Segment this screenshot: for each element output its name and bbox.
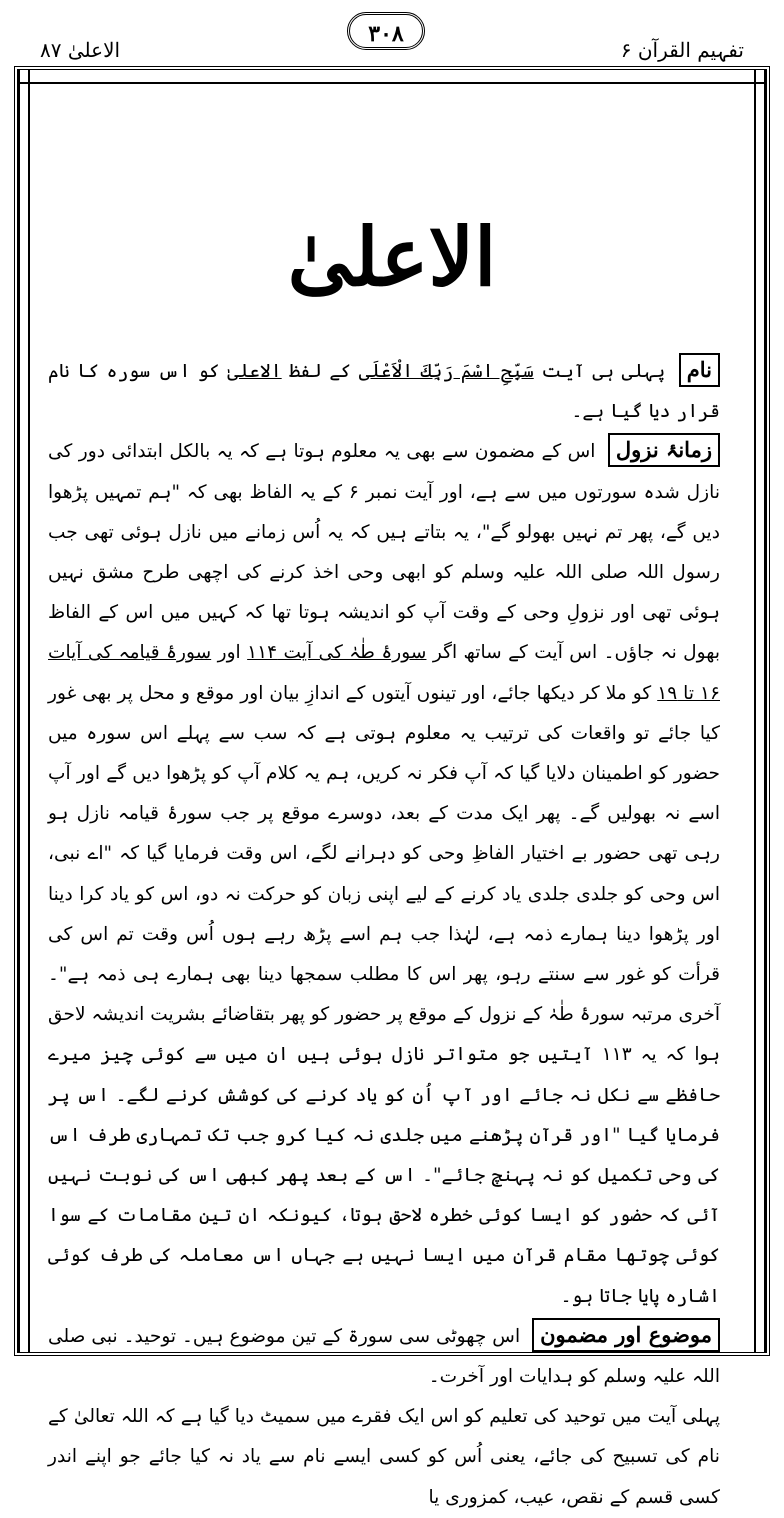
zamana-ref-qiyamah: سورۂ قیامہ کی آیات ۱۶ تا ۱۹ xyxy=(48,642,720,704)
para-mauzoo xyxy=(48,1317,720,1397)
header-book-title: تفہیم القرآن ۶ xyxy=(620,38,744,62)
zamana-text-2: اور xyxy=(217,642,241,664)
header-surah-label: الاعلیٰ ۸۷ xyxy=(40,38,121,62)
para-tawheed xyxy=(48,1397,720,1518)
section-label-mauzoo: موضوع اور مضمون xyxy=(532,1318,720,1352)
surah-title: الاعلیٰ xyxy=(287,210,497,304)
tawheed-text: پہلی آیت میں توحید کی تعلیم کو اس ایک فقرے میں سمیٹ دیا گیا ہے کہ اللہ تعالیٰ کے نام کی تسبیح کی جائے، یعنی اُس کو کسی ایسے نام سے یاد نہ کیا جائے جو اپنے اندر کسی قسم کے نقص، عیب، کمزوری یا xyxy=(48,1406,720,1508)
page-number: ۳۰۸ xyxy=(347,12,425,50)
page-header xyxy=(0,0,784,68)
zamana-ref-taha: سورۂ طٰہٰ کی آیت ۱۱۴ xyxy=(247,642,427,664)
naam-word: الاعلیٰ xyxy=(227,361,282,382)
zamana-text-1: اس کے مضمون سے بھی یہ معلوم ہوتا ہے کہ یہ بالکل ابتدائی دور کی نازل شدہ سورتوں میں سے ہے، اور آیت نمبر ۶ کے یہ الفاظ بھی کہ "ہم تمہیں پڑھوا دیں گے، پھر تم نہیں بھولو گے"، یہ بتاتے ہیں کہ یہ اُس زمانے میں نازل ہوئی تھی جب رسول اللہ صلی اللہ علیہ وسلم کو ابھی وحی اخذ کرنے کی اچھی طرح مشق نہیں ہوئی تھی اور نزولِ وحی کے وقت آپ کو اندیشہ ہوتا تھا کہ کہیں میں اس کے الفاظ بھول نہ جاؤں۔ اس آیت کے ساتھ اگر xyxy=(48,441,721,664)
section-label-zamana: زمانۂ نزول xyxy=(608,433,720,467)
naam-text-3: کو اس سورہ کا نام قرار دیا گیا ہے۔ xyxy=(48,361,720,423)
page-body xyxy=(48,352,720,1518)
naam-text-2: کے لفظ xyxy=(289,361,352,382)
para-naam xyxy=(48,352,720,432)
section-label-naam: نام xyxy=(679,353,720,387)
naam-text-1: پہلی ہی آیت xyxy=(541,361,666,382)
border-top-rule xyxy=(18,82,766,84)
naam-quote: سَبِّحِ اسْمَ رَبِّكَ الْاَعْلَى xyxy=(358,361,534,382)
mauzoo-text: اس چھوٹی سی سورۃ کے تین موضوع ہیں۔ توحید۔ نبی صلی اللہ علیہ وسلم کو ہدایات اور آخرت۔ xyxy=(48,1325,720,1388)
zamana-text-3: کو ملا کر دیکھا جائے، اور تینوں آیتوں کے اندازِ بیان اور موقع و محل پر بھی غور کیا جائے تو واقعات کی ترتیب یہ معلوم ہوتی ہے کہ سب سے پہلے اس سورہ میں حضور کو اطمینان دلایا گیا کہ آپ فکر نہ کریں، ہم یہ کلام آپ کو پڑھوا دیں گے اور آپ اسے نہ بھولیں گے۔ پھر ایک مدت کے بعد، دوسرے موقع پر جب سورۂ قیامہ نازل ہو رہی تھی حضور بے اختیار الفاظِ وحی کو دہرانے لگے، اس وقت فرمایا گیا کہ "اے نبی، اس وحی کو جلدی جلدی یاد کرنے کے لیے اپنی زبان کو حرکت نہ دو، اس کو یاد کرا دینا اور پڑھوا دینا ہمارے ذمہ ہے، لہٰذا جب ہم اسے پڑھ رہے ہوں اُس وقت تم اس کی قرأت کو غور سے سنتے رہو، پھر اس کا مطلب سمجھا دینا بھی ہمارے ہی ذمہ ہے"۔ آخری مرتبہ سورۂ طٰہٰ کے نزول کے موقع پر حضور کو پھر بتقاضائے بشریت اندیشہ لاحق ہوا کہ یہ ۱۱۳ آیتیں جو متواتر نازل ہوئی ہیں ان میں سے کوئی چیز میرے حافظے سے نکل نہ جائے اور آپ اُن کو یاد کرنے کی کوشش کرنے لگے۔ اس پر فرمایا گیا "اور قرآن پڑھنے میں جلدی نہ کیا کرو جب تک تمہاری طرف اس کی وحی تکمیل کو نہ پہنچ جائے"۔ اس کے بعد پھر کبھی اس کی نوبت نہیں آئی کہ حضور کو ایسا کوئی خطرہ لاحق ہوتا، کیونکہ ان تین مقامات کے سوا کوئی چوتھا مقام قرآن میں ایسا نہیں ہے جہاں اس معاملہ کی طرف کوئی اشارہ پایا جاتا ہو۔ xyxy=(48,682,720,1307)
para-zamana xyxy=(48,432,720,1316)
